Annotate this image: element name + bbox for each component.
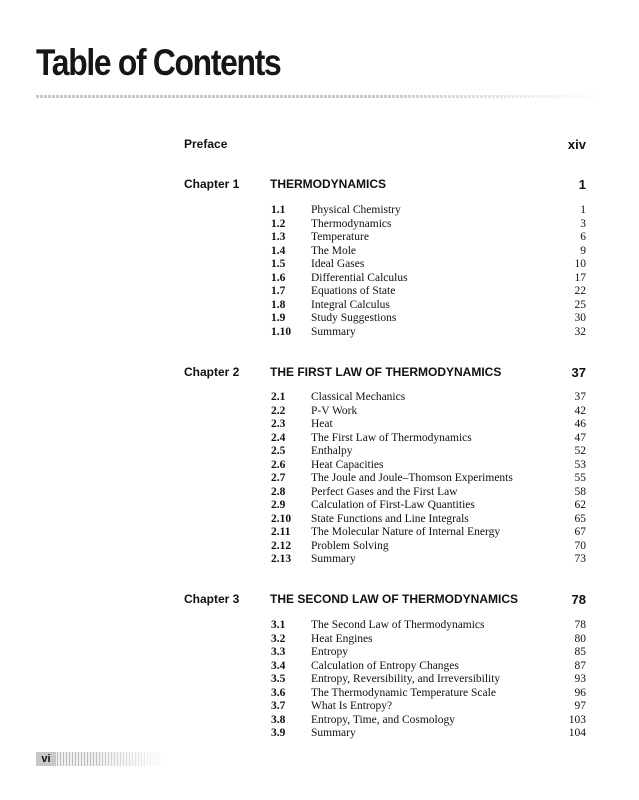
section-number: 1.7	[271, 285, 286, 297]
section-number: 3.2	[271, 632, 286, 645]
section-page: 93	[574, 673, 586, 685]
section-page: 62	[574, 499, 586, 511]
section-page: 65	[574, 512, 586, 525]
section-number: 2.6	[271, 458, 286, 471]
section-number: 2.1	[271, 391, 286, 403]
section-title: Physical Chemistry	[311, 204, 401, 216]
section-page: 58	[574, 485, 586, 498]
section-page: 104	[568, 727, 586, 739]
section-row[interactable]	[271, 391, 586, 405]
section-page: 6	[580, 231, 586, 243]
section-page: 67	[574, 526, 586, 538]
section-title: The Joule and Joule–Thomson Experiments	[311, 472, 513, 484]
section-title: The Second Law of Thermodynamics	[311, 619, 485, 631]
section-page: 96	[574, 686, 586, 699]
section-page: 103	[568, 713, 586, 726]
section-row[interactable]	[271, 245, 586, 259]
section-row[interactable]	[271, 714, 586, 728]
section-page: 73	[574, 553, 586, 565]
section-title: Heat Engines	[311, 632, 373, 645]
section-title: Equations of State	[311, 285, 396, 297]
section-number: 2.3	[271, 418, 286, 430]
section-title: Heat	[311, 418, 333, 430]
section-number: 2.11	[271, 526, 291, 538]
section-title: Calculation of Entropy Changes	[311, 659, 459, 672]
section-page: 22	[574, 285, 586, 297]
chapter-title: THE FIRST LAW OF THERMODYNAMICS	[270, 365, 502, 379]
chapter-page: 37	[571, 365, 586, 380]
section-page: 9	[580, 244, 586, 257]
section-row[interactable]	[271, 432, 586, 446]
preface-row[interactable]	[184, 137, 586, 155]
section-title: What Is Entropy?	[311, 700, 393, 712]
section-title: Integral Calculus	[311, 298, 390, 311]
section-title: State Functions and Line Integrals	[311, 512, 469, 525]
folio-bar-fade	[90, 752, 166, 766]
section-title: Summary	[311, 727, 356, 739]
section-page: 78	[574, 619, 586, 631]
section-title: Summary	[311, 553, 356, 565]
section-row[interactable]	[271, 204, 586, 218]
preface-page: xiv	[567, 137, 586, 152]
section-page: 10	[574, 258, 586, 270]
section-page: 37	[574, 391, 586, 403]
section-number: 2.2	[271, 404, 286, 417]
section-title: Calculation of First-Law Quantities	[311, 499, 475, 511]
section-page: 17	[574, 271, 586, 284]
section-title: Perfect Gases and the First Law	[311, 485, 458, 498]
chapter-row-2[interactable]	[184, 365, 586, 383]
section-title: Summary	[311, 325, 356, 338]
section-number: 3.9	[271, 727, 286, 739]
title-divider	[36, 95, 606, 98]
section-page: 52	[574, 445, 586, 457]
section-number: 3.7	[271, 700, 286, 712]
section-number: 1.5	[271, 258, 286, 270]
section-page: 32	[574, 325, 586, 338]
section-number: 3.8	[271, 713, 286, 726]
section-row[interactable]	[271, 526, 586, 540]
section-number: 1.6	[271, 271, 286, 284]
section-row[interactable]	[271, 459, 586, 473]
section-page: 47	[574, 431, 586, 444]
section-row[interactable]	[271, 553, 586, 567]
section-title: Temperature	[311, 231, 369, 243]
section-row[interactable]	[271, 727, 586, 741]
section-number: 2.7	[271, 472, 286, 484]
section-number: 2.13	[271, 553, 292, 565]
section-title: Enthalpy	[311, 445, 353, 457]
chapter-row-3[interactable]	[184, 592, 586, 610]
section-number: 1.3	[271, 231, 286, 243]
section-number: 2.10	[271, 512, 292, 525]
section-number: 2.8	[271, 485, 286, 498]
section-number: 1.9	[271, 312, 286, 324]
section-title: The First Law of Thermodynamics	[311, 431, 472, 444]
section-page: 42	[574, 404, 586, 417]
section-row[interactable]	[271, 299, 586, 313]
section-row[interactable]	[271, 513, 586, 527]
section-title: The Molecular Nature of Internal Energy	[311, 526, 501, 538]
section-row[interactable]	[271, 646, 586, 660]
section-page: 3	[580, 217, 586, 230]
section-number: 1.10	[271, 325, 292, 338]
section-row[interactable]	[271, 540, 586, 554]
chapter-title: THE SECOND LAW OF THERMODYNAMICS	[270, 592, 518, 606]
section-row[interactable]	[271, 700, 586, 714]
section-row[interactable]	[271, 619, 586, 633]
section-title: Differential Calculus	[311, 271, 408, 284]
section-number: 3.5	[271, 673, 286, 685]
section-number: 1.2	[271, 217, 286, 230]
section-page: 53	[574, 458, 586, 471]
section-title: Classical Mechanics	[311, 391, 406, 403]
section-number: 2.12	[271, 539, 292, 552]
chapter-label: Chapter 3	[184, 592, 240, 606]
section-number: 2.4	[271, 431, 286, 444]
section-page: 30	[574, 312, 586, 324]
section-row[interactable]	[271, 687, 586, 701]
section-row[interactable]	[271, 272, 586, 286]
page-title: Table of Contents	[36, 42, 281, 83]
section-number: 2.5	[271, 445, 286, 457]
section-row[interactable]	[271, 673, 586, 687]
section-row[interactable]	[271, 418, 586, 432]
section-page: 80	[574, 632, 586, 645]
section-title: The Thermodynamic Temperature Scale	[311, 686, 496, 699]
section-list-chapter-3	[271, 619, 586, 741]
section-number: 1.8	[271, 298, 286, 311]
section-page: 46	[574, 418, 586, 430]
section-title: Heat Capacities	[311, 458, 384, 471]
page-number: vi	[36, 752, 56, 766]
section-row[interactable]	[271, 258, 586, 272]
section-title: The Mole	[311, 244, 357, 257]
section-title: Ideal Gases	[311, 258, 365, 270]
section-number: 1.1	[271, 204, 286, 216]
section-row[interactable]	[271, 660, 586, 674]
section-row[interactable]	[271, 218, 586, 232]
section-row[interactable]	[271, 285, 586, 299]
section-row[interactable]	[271, 633, 586, 647]
section-number: 3.3	[271, 646, 286, 658]
section-number: 3.6	[271, 686, 286, 699]
section-row[interactable]	[271, 326, 586, 340]
chapter-title: THERMODYNAMICS	[270, 177, 386, 191]
section-page: 1	[580, 204, 586, 216]
chapter-label: Chapter 1	[184, 177, 240, 191]
chapter-label: Chapter 2	[184, 365, 240, 379]
section-row[interactable]	[271, 405, 586, 419]
section-number: 1.4	[271, 244, 286, 257]
section-number: 3.1	[271, 619, 286, 631]
section-title: Thermodynamics	[311, 217, 392, 230]
section-page: 85	[574, 646, 586, 658]
section-list-chapter-1	[271, 204, 586, 339]
chapter-page: 78	[571, 592, 586, 607]
section-page: 25	[574, 298, 586, 311]
section-row[interactable]	[271, 472, 586, 486]
section-row[interactable]	[271, 231, 586, 245]
chapter-page: 1	[578, 177, 586, 192]
section-title: Entropy	[311, 646, 349, 658]
section-title: Problem Solving	[311, 539, 389, 552]
section-row[interactable]	[271, 486, 586, 500]
section-list-chapter-2	[271, 391, 586, 567]
preface-label: Preface	[184, 137, 228, 151]
section-title: P-V Work	[311, 404, 358, 417]
section-title: Entropy, Reversibility, and Irreversibility	[311, 673, 501, 685]
section-title: Study Suggestions	[311, 312, 397, 324]
section-row[interactable]	[271, 312, 586, 326]
section-page: 97	[574, 700, 586, 712]
section-page: 55	[574, 472, 586, 484]
section-page: 70	[574, 539, 586, 552]
section-number: 2.9	[271, 499, 286, 511]
section-row[interactable]	[271, 445, 586, 459]
section-title: Entropy, Time, and Cosmology	[311, 713, 455, 726]
chapter-row-1[interactable]	[184, 177, 586, 195]
section-page: 87	[574, 659, 586, 672]
section-number: 3.4	[271, 659, 286, 672]
section-row[interactable]	[271, 499, 586, 513]
